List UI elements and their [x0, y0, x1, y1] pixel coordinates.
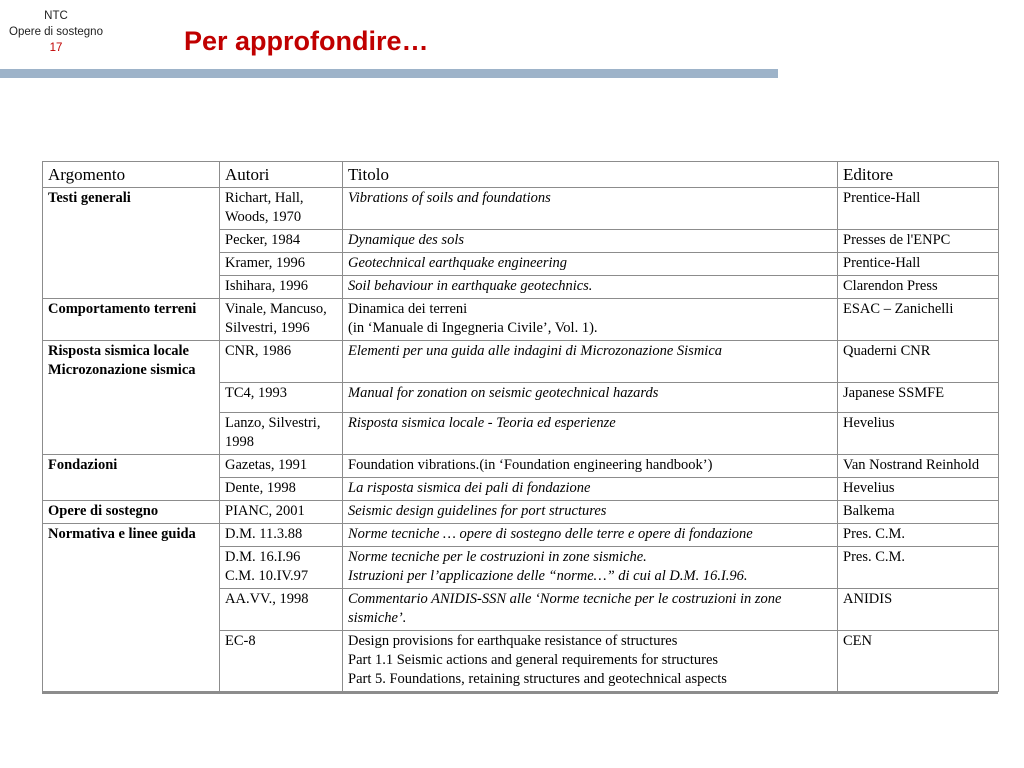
table-row	[43, 276, 999, 299]
cell-editore: Pres. C.M.	[838, 546, 999, 588]
table-row	[43, 588, 999, 630]
cell-editore: Prentice-Hall	[838, 188, 999, 230]
title-text: Foundation vibrations.	[348, 456, 480, 473]
cell-argomento	[43, 477, 220, 500]
table-header-row	[43, 162, 999, 188]
cell-titolo: Dynamique des sols	[343, 230, 838, 253]
cell-editore: CEN	[838, 630, 999, 691]
cell-autori: Gazetas, 1991	[220, 454, 343, 477]
title-note: (in ‘Foundation engineering handbook’)	[479, 456, 713, 473]
cell-titolo	[343, 299, 838, 341]
cell-argomento: Fondazioni	[43, 454, 220, 477]
table-row	[43, 382, 999, 412]
cell-editore: Prentice-Hall	[838, 253, 999, 276]
cell-argomento: Opere di sostegno	[43, 500, 220, 523]
cell-autori: Kramer, 1996	[220, 253, 343, 276]
author-line: D.M. 16.I.96	[225, 548, 301, 565]
cell-titolo: Risposta sismica locale - Teoria ed esperienze	[343, 412, 838, 454]
table-row	[43, 546, 999, 588]
table-row	[43, 253, 999, 276]
table-row	[43, 630, 999, 691]
cell-titolo: Vibrations of soils and foundations	[343, 188, 838, 230]
table-row	[43, 500, 999, 523]
course-label: NTC	[44, 10, 68, 22]
title-line: Norme tecniche per le costruzioni in zone sismiche.	[348, 548, 647, 565]
title-note: (in ‘Manuale di Ingegneria Civile’, Vol. 1).	[348, 320, 598, 336]
cell-autori: Ishihara, 1996	[220, 276, 343, 299]
cell-titolo: Geotechnical earthquake engineering	[343, 253, 838, 276]
slide-number: 17	[49, 42, 63, 54]
title-text: Dinamica dei terreni	[348, 301, 468, 317]
cell-autori: Lanzo, Silvestri, 1998	[220, 412, 343, 454]
cell-argomento	[43, 253, 220, 276]
cell-autori: Pecker, 1984	[220, 230, 343, 253]
cell-autori: AA.VV., 1998	[220, 588, 343, 630]
cell-editore: Clarendon Press	[838, 276, 999, 299]
cell-autori: CNR, 1986	[220, 341, 343, 383]
cell-autori	[220, 546, 343, 588]
column-header-editore: Editore	[838, 162, 999, 188]
title-line: Design provisions for earthquake resistance of structures	[348, 632, 678, 649]
cell-editore: Presses de l'ENPC	[838, 230, 999, 253]
references-table-wrapper	[42, 161, 998, 694]
cell-argomento	[43, 341, 220, 383]
cell-autori: Vinale, Mancuso, Silvestri, 1996	[220, 299, 343, 341]
cell-autori: D.M. 11.3.88	[220, 523, 343, 546]
table-row	[43, 230, 999, 253]
cell-argomento	[43, 588, 220, 630]
cell-titolo	[343, 546, 838, 588]
cell-argomento: Comportamento terreni	[43, 299, 220, 341]
cell-editore: Van Nostrand Reinhold	[838, 454, 999, 477]
cell-argomento	[43, 630, 220, 691]
cell-autori: PIANC, 2001	[220, 500, 343, 523]
topic-label: Opere di sostegno	[9, 26, 103, 38]
cell-argomento	[43, 382, 220, 412]
cell-editore: Japanese SSMFE	[838, 382, 999, 412]
cell-titolo: Manual for zonation on seismic geotechnical hazards	[343, 382, 838, 412]
table-row	[43, 523, 999, 546]
cell-titolo: Elementi per una guida alle indagini di Microzonazione Sismica	[343, 341, 838, 383]
cell-titolo: La risposta sismica dei pali di fondazione	[343, 477, 838, 500]
cell-titolo	[343, 630, 838, 691]
cell-autori: Dente, 1998	[220, 477, 343, 500]
cell-editore: Pres. C.M.	[838, 523, 999, 546]
title-line: Istruzioni per l’applicazione delle “norme…” di cui al D.M. 16.I.96.	[348, 567, 748, 584]
title-underline-bar	[0, 69, 778, 78]
cell-editore: ANIDIS	[838, 588, 999, 630]
cell-titolo: Commentario ANIDIS-SSN alle ‘Norme tecniche per le costruzioni in zone sismiche’.	[343, 588, 838, 630]
cell-editore: Hevelius	[838, 477, 999, 500]
cell-autori: TC4, 1993	[220, 382, 343, 412]
cell-editore: Hevelius	[838, 412, 999, 454]
table-row	[43, 188, 999, 230]
cell-titolo	[343, 454, 838, 477]
table-row	[43, 299, 999, 341]
cell-autori: Richart, Hall, Woods, 1970	[220, 188, 343, 230]
topic-line: Risposta sismica locale	[48, 343, 189, 359]
title-line: Part 5. Foundations, retaining structures and geotechnical aspects	[348, 670, 727, 687]
table-row	[43, 477, 999, 500]
cell-titolo: Seismic design guidelines for port structures	[343, 500, 838, 523]
cell-editore: Balkema	[838, 500, 999, 523]
table-row	[43, 412, 999, 454]
title-line: Part 1.1 Seismic actions and general requirements for structures	[348, 651, 719, 668]
cell-argomento	[43, 412, 220, 454]
cell-editore: ESAC – Zanichelli	[838, 299, 999, 341]
cell-argomento	[43, 546, 220, 588]
table-row	[43, 341, 999, 383]
author-line: C.M. 10.IV.97	[225, 567, 309, 584]
references-table	[42, 161, 999, 692]
column-header-argomento: Argomento	[43, 162, 220, 188]
table-row	[43, 454, 999, 477]
cell-argomento	[43, 276, 220, 299]
slide-header-info	[0, 8, 112, 56]
topic-line: Microzonazione sismica	[48, 362, 196, 378]
column-header-autori: Autori	[220, 162, 343, 188]
cell-argomento: Normativa e linee guida	[43, 523, 220, 546]
cell-argomento	[43, 230, 220, 253]
column-header-titolo: Titolo	[343, 162, 838, 188]
cell-argomento: Testi generali	[43, 188, 220, 230]
cell-titolo: Norme tecniche … opere di sostegno delle terre e opere di fondazione	[343, 523, 838, 546]
cell-titolo: Soil behaviour in earthquake geotechnics.	[343, 276, 838, 299]
cell-autori: EC-8	[220, 630, 343, 691]
page-title: Per approfondire…	[184, 26, 429, 56]
cell-editore: Quaderni CNR	[838, 341, 999, 383]
